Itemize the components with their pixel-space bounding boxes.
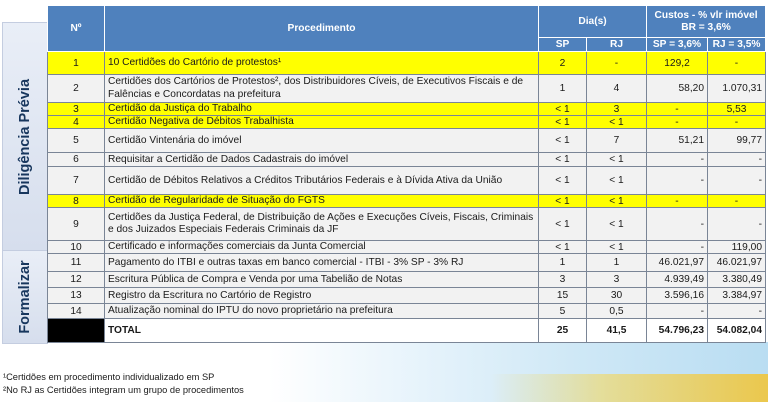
row-custo-sp: - xyxy=(647,167,708,195)
row-procedimento: Escritura Pública de Compra e Venda por uma Tabelião de Notas xyxy=(105,272,539,288)
procedures-table xyxy=(47,5,766,343)
row-dias-rj: < 1 xyxy=(587,167,647,195)
row-procedimento: 10 Certidões do Cartório de protestos¹ xyxy=(105,52,539,75)
row-dias-sp: < 1 xyxy=(539,129,587,153)
total-dias-rj: 41,5 xyxy=(587,319,647,343)
row-dias-sp: < 1 xyxy=(539,116,587,129)
header-procedimento: Procedimento xyxy=(105,6,539,52)
table-row xyxy=(48,116,766,129)
row-dias-rj: 30 xyxy=(587,288,647,304)
table-row xyxy=(48,288,766,304)
header-custos: Custos - % vlr imóvel BR = 3,6% xyxy=(647,6,766,38)
row-custo-sp: 129,2 xyxy=(647,52,708,75)
total-custo-sp: 54.796,23 xyxy=(647,319,708,343)
row-custo-rj: 1.070,31 xyxy=(708,75,766,103)
row-dias-rj: < 1 xyxy=(587,195,647,208)
row-dias-sp: < 1 xyxy=(539,241,587,254)
row-custo-rj: 5,53 xyxy=(708,103,766,116)
table-row xyxy=(48,304,766,319)
row-dias-rj: < 1 xyxy=(587,116,647,129)
row-procedimento: Certidão de Regularidade de Situação do FGTS xyxy=(105,195,539,208)
row-custo-sp: 58,20 xyxy=(647,75,708,103)
footnote-1: ¹Certidões em procedimento individualizado em SP xyxy=(3,372,215,382)
total-label: TOTAL xyxy=(105,319,539,343)
subheader-rj: RJ xyxy=(587,38,647,52)
row-dias-sp: < 1 xyxy=(539,153,587,167)
table-row xyxy=(48,52,766,75)
row-custo-sp: - xyxy=(647,241,708,254)
row-num: 7 xyxy=(48,167,105,195)
row-procedimento: Certidões da Justiça Federal, de Distribuição de Ações e Execuções Cíveis, Fiscais, Criminais e dos Juizados Especiais Federais Criminais da JF xyxy=(105,208,539,241)
row-dias-sp: 1 xyxy=(539,254,587,272)
row-procedimento: Certidões dos Cartórios de Protestos², dos Distribuidores Cíveis, de Executivos Fiscais e de Falências e Concordatas na prefeitura xyxy=(105,75,539,103)
sidebar-label-diligencia: Diligência Prévia xyxy=(17,78,33,196)
row-procedimento: Certidão da Justiça do Trabalho xyxy=(105,103,539,116)
row-dias-rj: - xyxy=(587,52,647,75)
table-row xyxy=(48,75,766,103)
row-custo-rj: - xyxy=(708,116,766,129)
row-dias-sp: 15 xyxy=(539,288,587,304)
header-dias: Dia(s) xyxy=(539,6,647,38)
row-num: 3 xyxy=(48,103,105,116)
header-num: Nº xyxy=(48,6,105,52)
row-custo-sp: 4.939,49 xyxy=(647,272,708,288)
row-custo-rj: 3.384,97 xyxy=(708,288,766,304)
footnote-2: ²No RJ as Certidões integram um grupo de procedimentos xyxy=(3,385,244,395)
row-custo-sp: 51,21 xyxy=(647,129,708,153)
row-procedimento: Certidão de Débitos Relativos a Créditos Tributários Federais e à Dívida Ativa da União xyxy=(105,167,539,195)
subheader-sp-pct: SP = 3,6% xyxy=(647,38,708,52)
row-custo-sp: 3.596,16 xyxy=(647,288,708,304)
row-custo-sp: 46.021,97 xyxy=(647,254,708,272)
row-dias-sp: < 1 xyxy=(539,103,587,116)
row-custo-rj: 3.380,49 xyxy=(708,272,766,288)
row-custo-rj: 99,77 xyxy=(708,129,766,153)
row-custo-sp: - xyxy=(647,116,708,129)
row-procedimento: Certidão Negativa de Débitos Trabalhista xyxy=(105,116,539,129)
row-dias-sp: 2 xyxy=(539,52,587,75)
row-num: 14 xyxy=(48,304,105,319)
row-num: 6 xyxy=(48,153,105,167)
row-procedimento: Pagamento do ITBI e outras taxas em banco comercial - ITBI - 3% SP - 3% RJ xyxy=(105,254,539,272)
row-procedimento: Certidão Vintenária do imóvel xyxy=(105,129,539,153)
sidebar-label-formalizar: Formalizar xyxy=(17,260,33,334)
row-num: 2 xyxy=(48,75,105,103)
row-custo-rj: 46.021,97 xyxy=(708,254,766,272)
table-row xyxy=(48,195,766,208)
table-row xyxy=(48,272,766,288)
row-procedimento: Atualização nominal do IPTU do novo proprietário na prefeitura xyxy=(105,304,539,319)
sidebar-formalizar xyxy=(2,250,48,344)
table-row xyxy=(48,167,766,195)
row-dias-rj: 7 xyxy=(587,129,647,153)
row-custo-rj: - xyxy=(708,167,766,195)
row-custo-rj: - xyxy=(708,304,766,319)
row-num: 9 xyxy=(48,208,105,241)
row-num: 10 xyxy=(48,241,105,254)
row-dias-sp: 5 xyxy=(539,304,587,319)
row-procedimento: Certificado e informações comerciais da Junta Comercial xyxy=(105,241,539,254)
row-dias-rj: < 1 xyxy=(587,241,647,254)
row-num: 4 xyxy=(48,116,105,129)
row-procedimento: Requisitar a Certidão de Dados Cadastrais do imóvel xyxy=(105,153,539,167)
row-num: 12 xyxy=(48,272,105,288)
row-num: 13 xyxy=(48,288,105,304)
row-custo-sp: - xyxy=(647,103,708,116)
table-row xyxy=(48,208,766,241)
total-dias-sp: 25 xyxy=(539,319,587,343)
row-num: 5 xyxy=(48,129,105,153)
row-dias-rj: 0,5 xyxy=(587,304,647,319)
row-dias-sp: 3 xyxy=(539,272,587,288)
row-dias-rj: < 1 xyxy=(587,153,647,167)
row-num: 11 xyxy=(48,254,105,272)
row-custo-sp: - xyxy=(647,153,708,167)
row-procedimento: Registro da Escritura no Cartório de Registro xyxy=(105,288,539,304)
row-dias-sp: < 1 xyxy=(539,208,587,241)
total-row xyxy=(48,319,766,343)
row-custo-sp: - xyxy=(647,304,708,319)
row-dias-rj: 4 xyxy=(587,75,647,103)
table-row xyxy=(48,254,766,272)
sidebar-diligencia-previa xyxy=(2,22,48,252)
row-num: 8 xyxy=(48,195,105,208)
total-custo-rj: 54.082,04 xyxy=(708,319,766,343)
background-yellow-band xyxy=(490,374,768,402)
row-custo-rj: 119,00 xyxy=(708,241,766,254)
header-row xyxy=(48,6,766,38)
row-custo-sp: - xyxy=(647,208,708,241)
subheader-rj-pct: RJ = 3,5% xyxy=(708,38,766,52)
row-custo-rj: - xyxy=(708,52,766,75)
row-custo-sp: - xyxy=(647,195,708,208)
total-black-cell xyxy=(48,319,105,343)
row-custo-rj: - xyxy=(708,195,766,208)
row-dias-sp: < 1 xyxy=(539,167,587,195)
row-dias-rj: 1 xyxy=(587,254,647,272)
row-custo-rj: - xyxy=(708,153,766,167)
subheader-sp: SP xyxy=(539,38,587,52)
table-row xyxy=(48,241,766,254)
table-row xyxy=(48,153,766,167)
row-dias-rj: 3 xyxy=(587,103,647,116)
table-row xyxy=(48,103,766,116)
row-dias-sp: 1 xyxy=(539,75,587,103)
row-num: 1 xyxy=(48,52,105,75)
row-custo-rj: - xyxy=(708,208,766,241)
table-row xyxy=(48,129,766,153)
row-dias-rj: 3 xyxy=(587,272,647,288)
row-dias-sp: < 1 xyxy=(539,195,587,208)
row-dias-rj: < 1 xyxy=(587,208,647,241)
